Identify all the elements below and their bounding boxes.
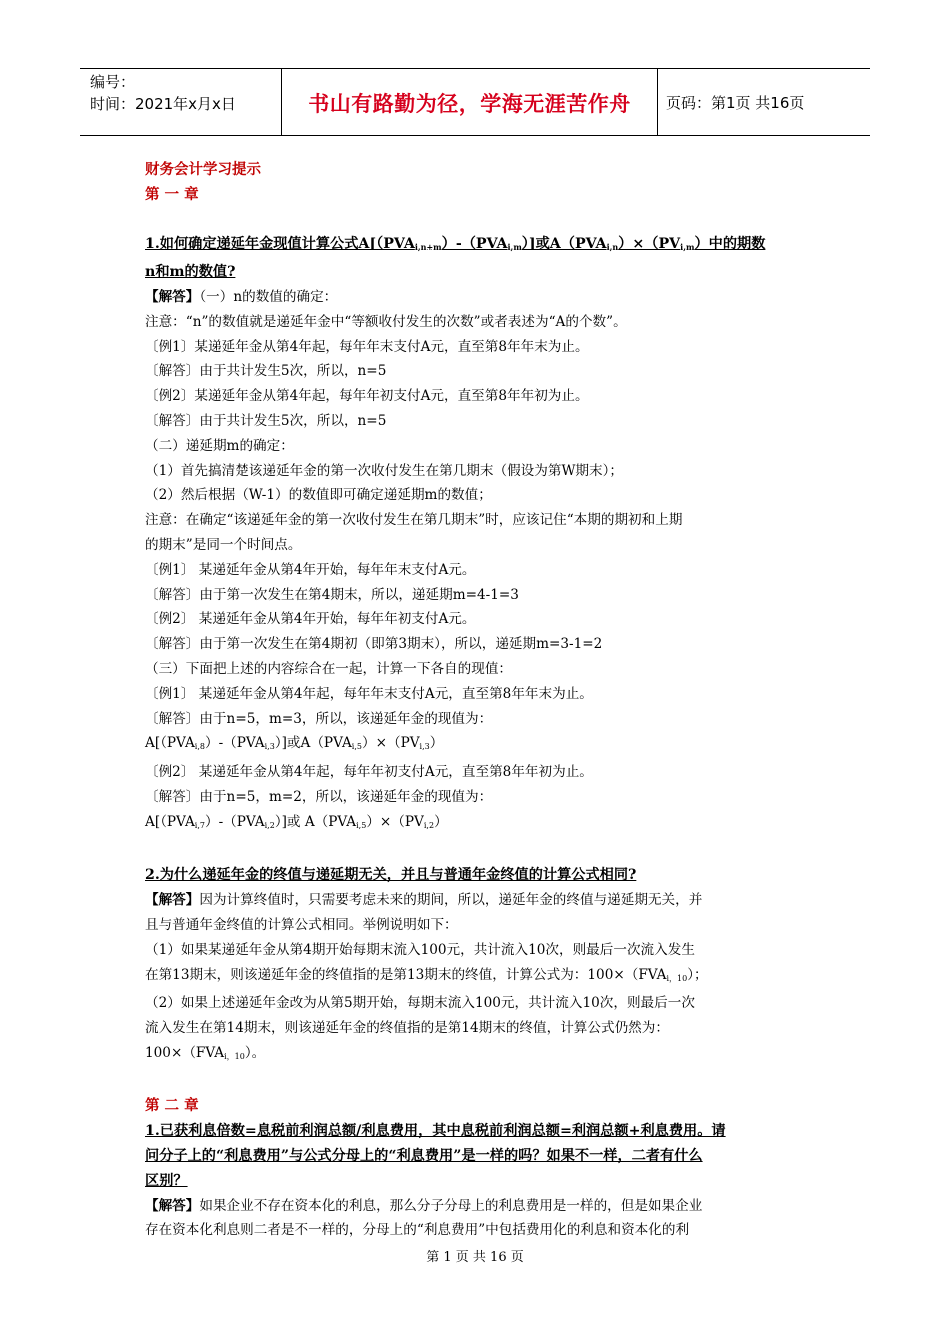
formula-1: $A[(PVA_{i,8})-(PVA_{i,3})]$或$A(PVA_{i,5})\times(PV_{i,3})$ <box>145 735 444 752</box>
text-line: 〔例1〕某递延年金从第4年起，每年年末支付A元，直至第8年年末为止。 <box>145 338 589 355</box>
text-line: 且与普通年金终值的计算公式相同。举例说明如下： <box>145 916 458 933</box>
text-line: 〔解答〕由于共计发生5次，所以，n=5 <box>145 363 387 380</box>
header-motto <box>281 69 658 135</box>
header-page-info <box>658 69 804 135</box>
text-line: （1）如果某递延年金从第4期开始每期末流入100元，共计流入10次，则最后一次流入发生 <box>145 941 695 958</box>
text-line: 〔解答〕由于共计发生5次，所以，n=5 <box>145 412 387 429</box>
text-line: 〔例2〕 某递延年金从第4年起，每年年初支付A元，直至第8年年初为止。 <box>145 764 593 781</box>
text-line: （2）如果上述递延年金改为从第5期开始，每期末流入100元，共计流入10次，则最后一次 <box>145 995 695 1012</box>
answer-line: 【解答】如果企业不存在资本化的利息，那么分子分母上的利息费用是一样的，但是如果企业 <box>145 1197 703 1214</box>
text-line: 〔解答〕由于第一次发生在第4期初（即第3期末），所以，递延期m=3-1=2 <box>145 636 603 653</box>
chapter-2-question-line-1: 1.已获利息倍数=息税前利润总额/利息费用，其中息税前利润总额=利润总额+利息费用。请 <box>145 1123 726 1140</box>
question-2: 2.为什么递延年金的终值与递延期无关，并且与普通年金终值的计算公式相同? <box>145 867 637 884</box>
text-line: （二）递延期m的确定： <box>145 437 294 454</box>
doc-time-label: 时间：2021年x月x日 <box>90 95 236 113</box>
motto-text: 书山有路勤为径，学海无涯苦作舟 <box>308 92 631 116</box>
text-line: 〔解答〕由于n=5，m=2，所以，该递延年金的现值为： <box>145 788 493 805</box>
chapter-2-heading: 第 二 章 <box>145 1097 199 1115</box>
chapter-2-question-line-3: 区别？ <box>145 1172 188 1189</box>
text-line: （1）首先搞清楚该递延年金的第一次收付发生在第几期末（假设为第W期末）； <box>145 462 624 479</box>
question-1-line-2: n和m的数值? <box>145 264 236 281</box>
text-line: （2）然后根据（W-1）的数值即可确定递延期m的数值； <box>145 487 492 504</box>
text-line: 〔例1〕 某递延年金从第4年起，每年年末支付A元，直至第8年年末为止。 <box>145 685 593 702</box>
chapter-1-heading: 第 一 章 <box>145 185 199 203</box>
text-line: 存在资本化利息则二者是不一样的，分母上的“利息费用”中包括费用化的利息和资本化的利 <box>145 1222 690 1239</box>
text-line: （三）下面把上述的内容综合在一起，计算一下各自的现值： <box>145 660 513 677</box>
header-left <box>80 69 281 135</box>
document-body <box>145 158 810 1243</box>
answer-line: 【解答】因为计算终值时，只需要考虑未来的期间，所以，递延年金的终值与递延期无关，并 <box>145 892 703 909</box>
text-line: $100\times(FVA_{i,10})$。 <box>145 1044 266 1061</box>
doc-title: 财务会计学习提示 <box>145 161 261 178</box>
text-line: 流入发生在第14期末，则该递延年金的终值指的是第14期末的终值，计算公式仍然为： <box>145 1020 669 1037</box>
page-footer: 第 1 页 共 16 页 <box>426 1250 524 1265</box>
text-line: 在第13期末，则该递延年金的终值指的是第13期末的终值，计算公式为：$100\times(FVA_{i,10})$； <box>145 966 708 983</box>
text-line: 〔解答〕由于第一次发生在第4期末，所以，递延期m=4-1=3 <box>145 586 519 603</box>
text-line: 〔例2〕某递延年金从第4年起，每年年初支付A元，直至第8年年初为止。 <box>145 388 589 405</box>
text-line: 注意：在确定“该递延年金的第一次收付发生在第几期末”时，应该记住“本期的期初和上期 <box>145 512 683 529</box>
chapter-2-question-line-2: 问分子上的“利息费用”与公式分母上的“利息费用”是一样的吗？如果不一样，二者有什么 <box>145 1148 703 1165</box>
page-header <box>80 68 870 136</box>
text-line: 注意：“n”的数值就是递延年金中“等额收付发生的次数”或者表述为“A的个数”。 <box>145 313 627 330</box>
answer-line: 【解答】（一）n的数值的确定： <box>145 288 338 305</box>
formula-2: $A[(PVA_{i,7})-(PVA_{i,2})]$或 $A(PVA_{i,5})\times(PV_{i,2})$ <box>145 813 448 830</box>
question-1-line-1: 1.如何确定递延年金现值计算公式$A[(PVA_{i,n+m})-(PVA_{i,m})]$或$A(PVA_{i,n})\times(PV_{i,m})$中的期数 <box>145 236 766 253</box>
text-line: 的期末”是同一个时间点。 <box>145 536 302 553</box>
text-line: 〔例2〕 某递延年金从第4年开始，每年年初支付A元。 <box>145 611 476 628</box>
page-info-text: 页码：第1页 共16页 <box>666 93 805 112</box>
text-line: 〔例1〕 某递延年金从第4年开始，每年年末支付A元。 <box>145 561 476 578</box>
text-line: 〔解答〕由于n=5，m=3，所以，该递延年金的现值为： <box>145 710 493 727</box>
doc-number-label: 编号： <box>90 73 136 91</box>
